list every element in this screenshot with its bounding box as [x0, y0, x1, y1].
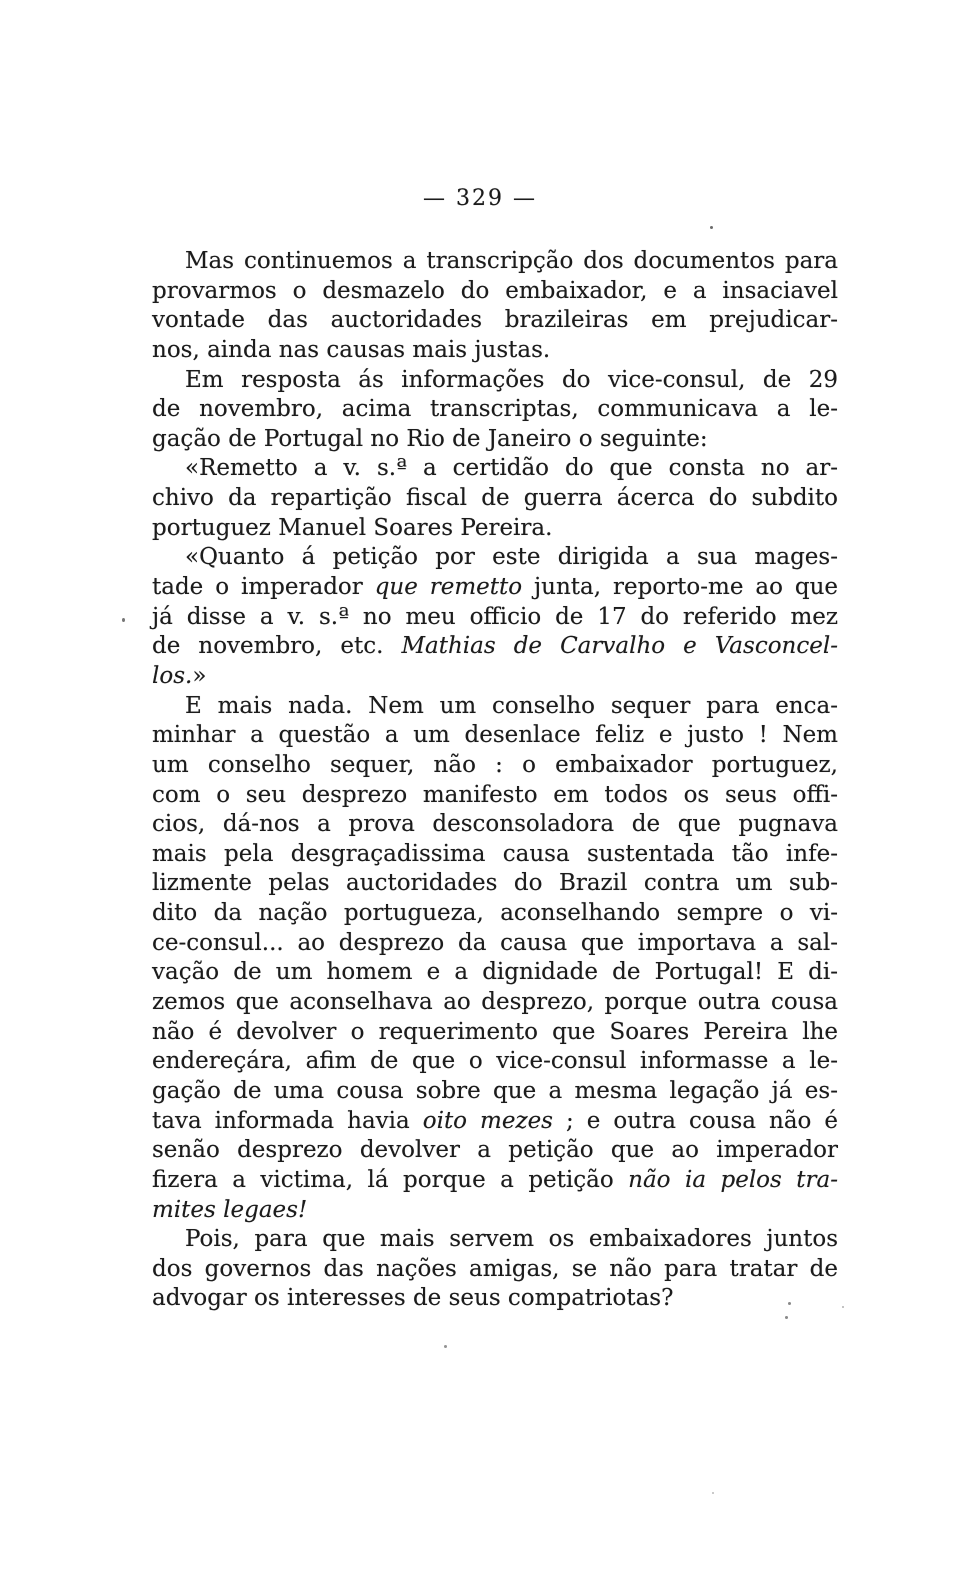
text-line — [152, 277, 838, 307]
text-segment: de novembro, etc. — [152, 633, 402, 660]
text-segment: chivo da repartição fiscal de guerra ácerca do subdito — [152, 485, 838, 512]
text-segment: ce-consul... ao desprezo da causa que importava a sal- — [152, 929, 838, 956]
text-line — [152, 514, 838, 544]
text-segment: «Quanto á petição por este dirigida a sua mages- — [185, 544, 838, 571]
scan-speck — [122, 618, 125, 622]
text-segment: E mais nada. Nem um conselho sequer para enca- — [185, 692, 838, 719]
text-line — [152, 1077, 838, 1107]
text-segment: senão desprezo devolver a petição que ao imperador — [152, 1137, 838, 1164]
scan-speck — [444, 1345, 447, 1348]
text-segment: portuguez Manuel Soares Pereira. — [152, 514, 553, 541]
text-line — [152, 1018, 838, 1048]
text-line — [152, 929, 838, 959]
text-segment: gação de Portugal no Rio de Janeiro o seguinte: — [152, 425, 708, 452]
text-line — [152, 781, 838, 811]
text-segment: dito da nação portugueza, aconselhando sempre o vi- — [152, 900, 838, 927]
text-segment: fizera a victima, lá porque a petição — [152, 1166, 629, 1193]
page-number: — 329 — — [423, 186, 537, 211]
text-segment: advogar os interesses de seus compatriotas? — [152, 1285, 674, 1312]
text-line — [152, 454, 838, 484]
text-segment: não é devolver o requerimento que Soares Pereira lhe — [152, 1018, 838, 1045]
text-segment: «Remetto a v. s.ª a certidão do que consta no ar- — [185, 455, 838, 482]
text-segment: ; e outra cousa não é — [552, 1107, 838, 1134]
text-segment: Pois, para que mais servem os embaixadores juntos — [185, 1226, 838, 1253]
italic-text-segment: Mathias de Carvalho e Vasconcel- — [401, 633, 838, 660]
text-line — [152, 632, 838, 662]
text-line — [152, 603, 838, 633]
scan-speck — [785, 1316, 788, 1319]
text-line — [152, 573, 838, 603]
text-segment: com o seu desprezo manifesto em todos os seus offi- — [152, 781, 838, 808]
text-line — [152, 366, 838, 396]
text-segment: endereçára, afim de que o vice-consul informasse a le- — [152, 1048, 838, 1075]
text-segment: zemos que aconselhava ao desprezo, porque outra cousa — [152, 989, 838, 1016]
text-segment: tava informada havia — [152, 1107, 423, 1134]
text-segment: vação de um homem e a dignidade de Portugal! E di- — [152, 959, 838, 986]
text-segment: tade o imperador — [152, 574, 375, 601]
text-line — [152, 662, 838, 692]
text-segment: nos, ainda nas causas mais justas. — [152, 336, 551, 363]
italic-text-segment: não ia pelos tra- — [628, 1166, 839, 1193]
scan-speck — [842, 1306, 844, 1308]
text-segment: já disse a v. s.ª no meu officio de 17 do referido mez — [152, 603, 838, 630]
text-line — [152, 751, 838, 781]
text-line — [152, 1047, 838, 1077]
page-body — [152, 247, 838, 1314]
text-line — [152, 484, 838, 514]
text-line — [152, 899, 838, 929]
text-segment: » — [192, 662, 207, 689]
text-line — [152, 692, 838, 722]
scan-speck — [710, 226, 713, 229]
text-line — [152, 1225, 838, 1255]
text-segment: mais pela desgraçadissima causa sustentada tão infe- — [152, 840, 838, 867]
text-segment: junta, reporto-me ao que — [522, 574, 838, 601]
text-line — [152, 1136, 838, 1166]
text-segment: provarmos o desmazelo do embaixador, e a insaciavel — [152, 277, 838, 304]
italic-text-segment: los. — [152, 662, 193, 689]
italic-text-segment: mites legaes! — [152, 1196, 308, 1223]
text-line — [152, 1107, 838, 1137]
text-line — [152, 810, 838, 840]
text-line — [152, 336, 838, 366]
text-line — [152, 958, 838, 988]
text-segment: gação de uma cousa sobre que a mesma legação já es- — [152, 1077, 838, 1104]
text-segment: minhar a questão a um desenlace feliz e justo ! Nem — [152, 722, 838, 749]
text-line — [152, 1196, 838, 1226]
scan-speck — [788, 1302, 791, 1305]
text-line — [152, 869, 838, 899]
italic-text-segment: que remetto — [374, 574, 523, 601]
text-line — [152, 1284, 838, 1314]
text-line — [152, 306, 838, 336]
italic-text-segment: oito mezes — [422, 1107, 553, 1134]
text-line — [152, 395, 838, 425]
text-segment: dos governos das nações amigas, se não para tratar de — [152, 1255, 838, 1282]
text-line — [152, 840, 838, 870]
text-segment: um conselho sequer, não : o embaixador portuguez, — [152, 751, 838, 778]
text-segment: lizmente pelas auctoridades do Brazil contra um sub- — [152, 870, 838, 897]
text-line — [152, 543, 838, 573]
text-segment: cios, dá-nos a prova desconsoladora de que pugnava — [152, 811, 838, 838]
text-segment: Em resposta ás informações do vice-consul, de 29 — [185, 366, 838, 393]
text-segment: Mas continuemos a transcripção dos documentos para — [185, 248, 838, 274]
text-line — [152, 1255, 838, 1285]
text-line — [152, 721, 838, 751]
text-line — [152, 247, 838, 277]
text-line — [152, 425, 838, 455]
scan-speck — [712, 1492, 714, 1494]
text-segment: de novembro, acima transcriptas, communicava a le- — [152, 396, 838, 423]
text-line — [152, 988, 838, 1018]
text-segment: vontade das auctoridades brazileiras em prejudicar- — [152, 307, 838, 334]
text-line — [152, 1166, 838, 1196]
